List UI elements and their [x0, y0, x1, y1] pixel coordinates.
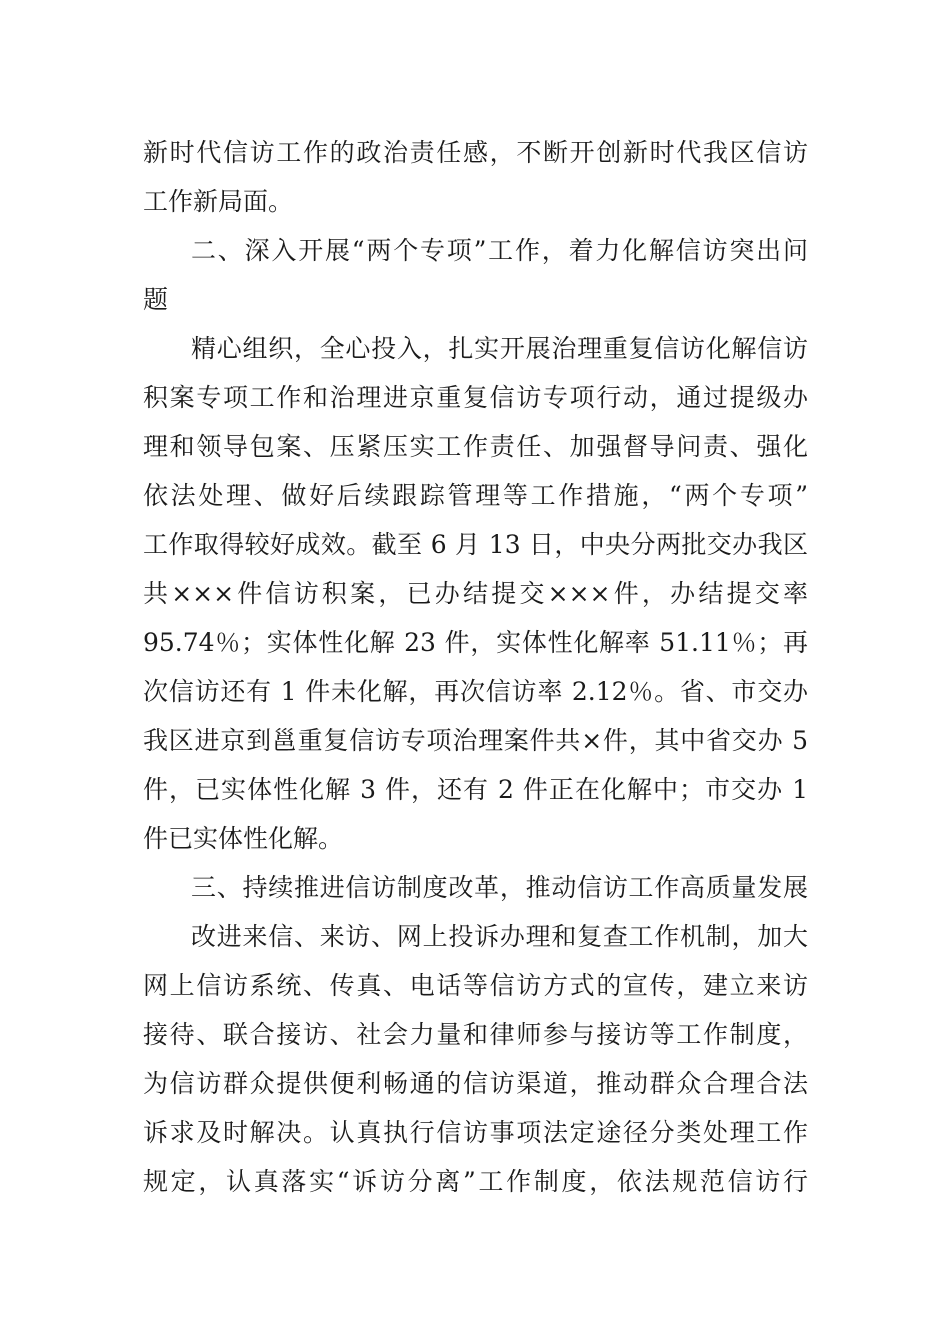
text-line: 为信访群众提供便利畅通的信访渠道，推动群众合理合法: [143, 1069, 808, 1098]
text-line: 诉求及时解决。认真执行信访事项法定途径分类处理工作: [143, 1118, 808, 1147]
text-line: 我区进京到邕重复信访专项治理案件共×件，其中省交办 5: [143, 726, 808, 755]
body-text: [143, 128, 808, 1206]
text-line: 网上信访系统、传真、电话等信访方式的宣传，建立来访: [143, 971, 808, 1000]
text-line: 工作取得较好成效。截至 6 月 13 日，中央分两批交办我区: [143, 530, 808, 559]
text-line: 件，已实体性化解 3 件，还有 2 件正在化解中；市交办 1: [143, 775, 808, 804]
text-line: 95.74％；实体性化解 23 件，实体性化解率 51.11％；再: [143, 628, 808, 657]
text-line: 积案专项工作和治理进京重复信访专项行动，通过提级办: [143, 383, 808, 412]
paragraph-start: 精心组织，全心投入，扎实开展治理重复信访化解信访: [191, 334, 808, 363]
section-heading-3: 三、持续推进信访制度改革，推动信访工作高质量发展: [191, 873, 808, 902]
text-line: 依法处理、做好后续跟踪管理等工作措施，“两个专项”: [143, 481, 808, 510]
text-line: 共×××件信访积案，已办结提交×××件，办结提交率: [143, 579, 808, 608]
text-line: 工作新局面。: [143, 187, 294, 216]
text-line: 次信访还有 1 件未化解，再次信访率 2.12％。省、市交办: [143, 677, 808, 706]
section-heading-2: 二、深入开展“两个专项”工作，着力化解信访突出问: [191, 236, 808, 265]
text-line: 理和领导包案、压紧压实工作责任、加强督导问责、强化: [143, 432, 808, 461]
text-line: 题: [143, 285, 169, 314]
text-line: 接待、联合接访、社会力量和律师参与接访等工作制度，: [143, 1020, 808, 1049]
paragraph-start: 改进来信、来访、网上投诉办理和复查工作机制，加大: [191, 922, 808, 951]
text-line: 新时代信访工作的政治责任感，不断开创新时代我区信访: [143, 138, 808, 167]
text-line: 规定，认真落实“诉访分离”工作制度，依法规范信访行: [143, 1167, 808, 1196]
text-line: 件已实体性化解。: [143, 824, 344, 853]
